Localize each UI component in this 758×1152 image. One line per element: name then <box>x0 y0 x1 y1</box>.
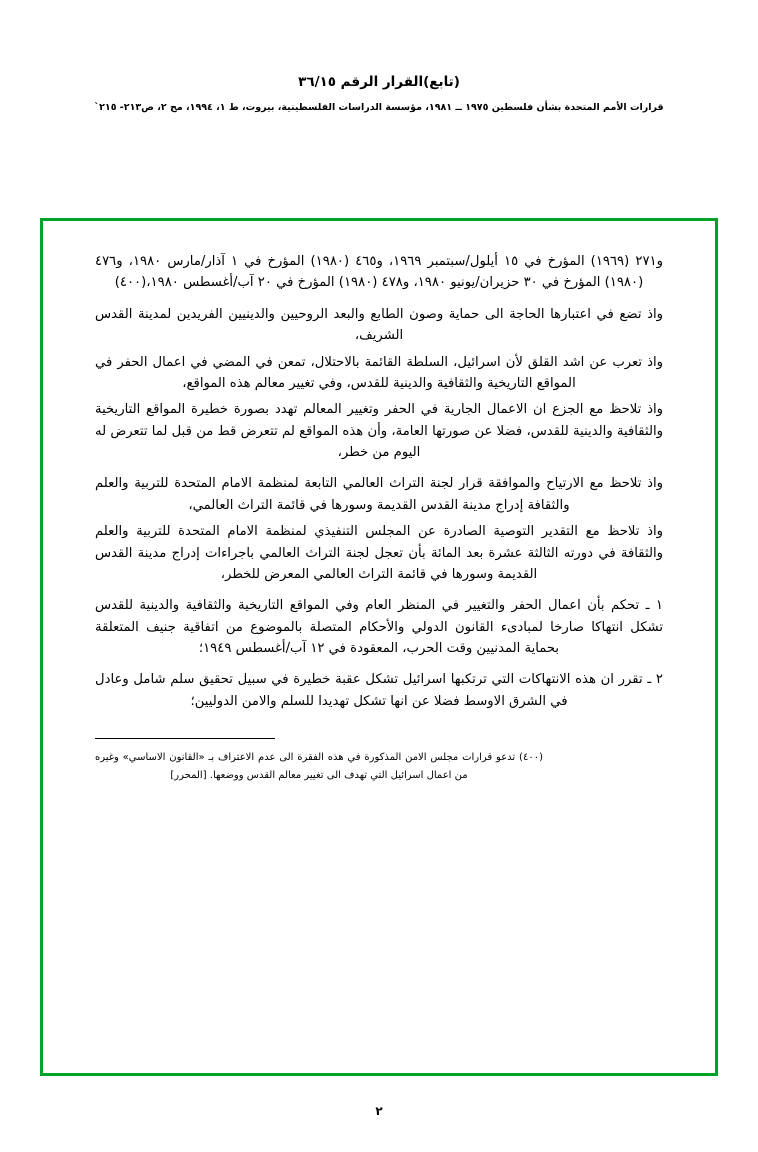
paragraph-bearing-in-mind: واذ تضع في اعتبارها الحاجة الى حماية وصون الطابع والبعد الروحيين والدينيين الفريدين لمدينة القدس الشريف، <box>95 306 663 344</box>
content-body <box>43 221 715 1073</box>
footnote-separator <box>95 738 275 739</box>
page-title: (تابع)القرار الرقم ٣٦/١٥ <box>298 74 460 90</box>
footnote-text: (٤٠٠) تدعو قرارات مجلس الامن المذكورة في هذه الفقرة الى عدم الاعتراف بـ «القانون الاساسي» وغيره من اعمال اسرائيل التي تهدف الى تغيير معالم القدس ووضعها. [المحرر] <box>95 752 543 781</box>
paragraph-satisfaction-approval: واذ تلاحظ مع الارتياح والموافقة قرار لجنة التراث العالمي التابعة لمنظمة الامام المتحدة للتربية والعلم والثقافة إدراج مدينة القدس القديمة وسورها في قائمة التراث العالمي، <box>95 476 663 513</box>
numbered-item-2: ٢ ـ تقرر ان هذه الانتهاكات التي ترتكبها اسرائيل تشكل عقبة خطيرة في سبيل تحقيق سلم شامل وعادل في الشرق الاوسط فضلا عن انها تشكل تهديدا للسلم والامن الدوليين؛ <box>95 672 663 709</box>
source-citation: قرارات الأمم المتحدة بشأن فلسطين ١٩٧٥ ــ ١٩٨١، مؤسسة الدراسات الفلسطينية، بيروت، ط ١، ١٩٩٤، مج ٢، ص٢١٣- ٢١٥` <box>94 101 664 113</box>
page-number: ٢ <box>375 1104 383 1118</box>
page-header <box>0 74 758 114</box>
paragraph-resolutions-list: و٢٧١ (١٩٦٩) المؤرخ في ١٥ أيلول/سبتمبر ١٩٦٩، و٤٦٥ (١٩٨٠) المؤرخ في ١ آذار/مارس ١٩٨٠، و٤٧٦ (١٩٨٠) المؤرخ في ٣٠ حزيران/يونيو ١٩٨٠، و٤٧٨ (١٩٨٠) المؤرخ في ٢٠ آب/أغسطس ١٩٨٠،(٤٠٠) <box>95 254 663 291</box>
document-page <box>0 74 758 1152</box>
paragraph-alarm: واذ تلاحظ مع الجزع ان الاعمال الجارية في الحفر وتغيير المعالم تهدد بصورة خطيرة المواقع التاريخية والثقافية والدينية للقدس، فضلا عن صورتها العامة، وأن هذه المواقع لم تتعرض قط من قبل لما تتعرض له اليوم من خطر، <box>95 402 663 460</box>
footnote-area <box>95 749 663 784</box>
numbered-item-1: ١ ـ تحكم بأن اعمال الحفر والتغيير في المنظر العام وفي المواقع التاريخية والثقافية والدينية للقدس تشكل انتهاكا صارخا لمبادىء القانون الدولي والأحكام المتصلة بالموضوع من اتفاقية جنيف المتعلقة بحماية المدنيين وقت الحرب، المعقودة في ١٢ آب/أغسطس ١٩٤٩؛ <box>95 598 663 656</box>
content-frame <box>40 218 718 1076</box>
paragraph-grave-concern: واذ تعرب عن اشد القلق لأن اسرائيل، السلطة القائمة بالاحتلال، تمعن في المضي في اعمال الحفر في المواقع التاريخية والثقافية والدينية للقدس، وفي تغيير معالم هذه المواقع، <box>95 354 663 391</box>
paragraph-appreciation: واذ تلاحظ مع التقدير التوصية الصادرة عن المجلس التنفيذي لمنظمة الامام المتحدة للتربية والعلم والثقافة في دورته الثالثة عشرة بعد المائة بأن تعجل لجنة التراث العالمي باجراءات إدراج مدينة القدس القديمة وسورها في قائمة التراث العالمي المعرض للخطر، <box>95 524 663 582</box>
